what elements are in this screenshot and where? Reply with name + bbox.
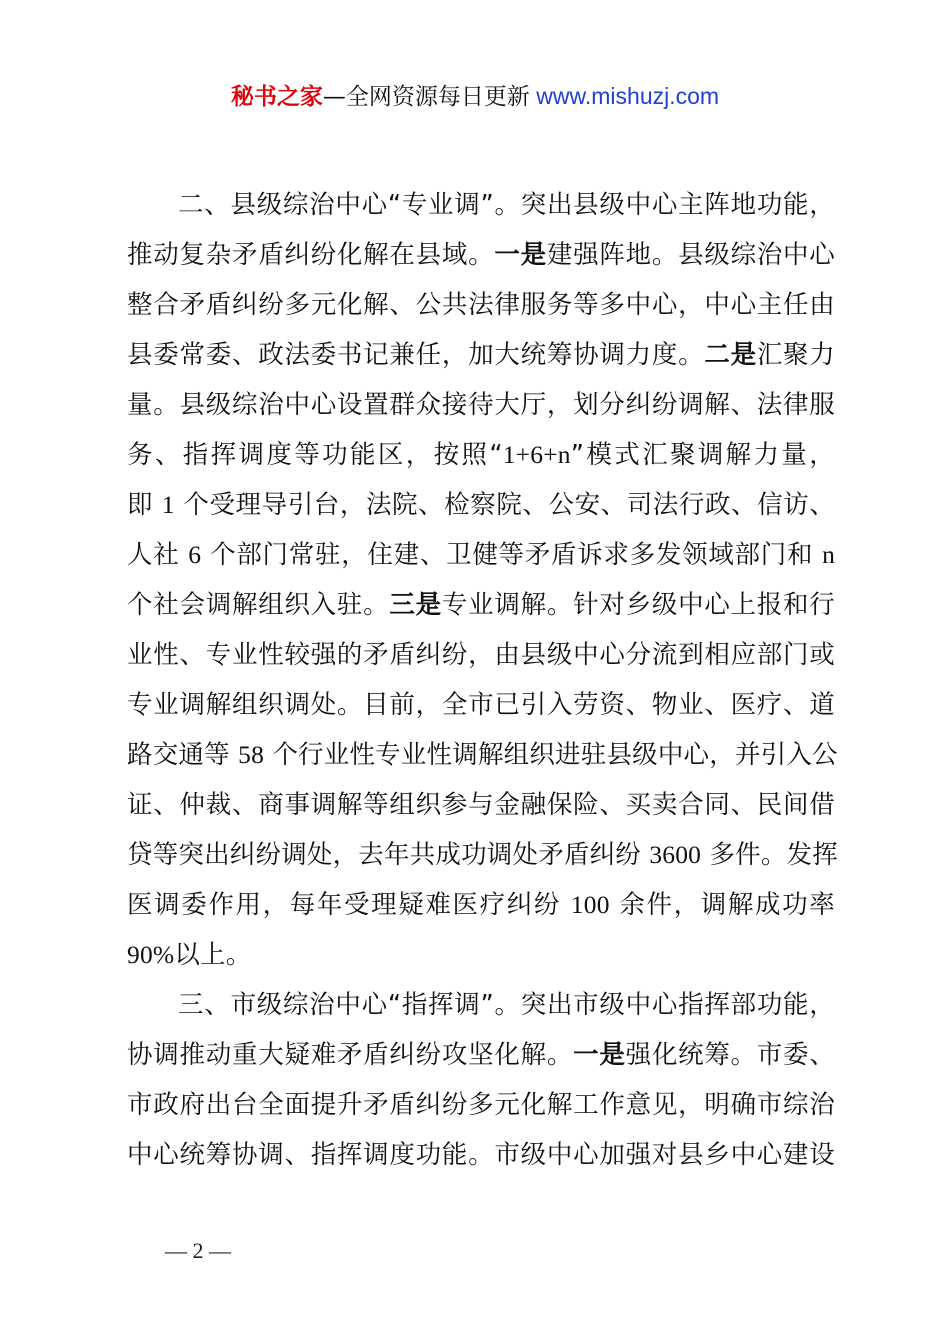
text-line: 三、市级综治中心“指挥调”。突出市级中心指挥部功能， xyxy=(178,990,835,1020)
site-url-link[interactable]: www.mishuzj.com xyxy=(529,83,720,109)
page-number: — 2 — xyxy=(165,1238,231,1263)
site-slogan: —全网资源每日更新 xyxy=(322,84,530,110)
text-line: 个社会调解组织入驻。三是专业调解。针对乡级中心上报和行 xyxy=(127,590,835,620)
paragraph-county-center xyxy=(127,180,838,980)
text-line: 协调推动重大疑难矛盾纠纷攻坚化解。一是强化统筹。市委、 xyxy=(127,1040,835,1070)
text-line: 贷等突出纠纷调处，去年共成功调处矛盾纠纷 3600 多件。发挥 xyxy=(127,840,838,870)
text-line: 县委常委、政法委书记兼任，加大统筹协调力度。二是汇聚力 xyxy=(127,340,835,370)
text-line: 务、指挥调度等功能区，按照“1+6+n”模式汇聚调解力量， xyxy=(127,440,835,470)
text-line: 中心统筹协调、指挥调度功能。市级中心加强对县乡中心建设 xyxy=(127,1140,835,1170)
text-line: 医调委作用，每年受理疑难医疗纠纷 100 余件，调解成功率 xyxy=(127,890,835,920)
text-line: 专业调解组织调处。目前，全市已引入劳资、物业、医疗、道 xyxy=(127,690,835,720)
text-line: 证、仲裁、商事调解等组织参与金融保险、买卖合同、民间借 xyxy=(127,790,835,820)
bold-keyword: 二是 xyxy=(704,340,757,370)
text-line: 量。县级综治中心设置群众接待大厅，划分纠纷调解、法律服 xyxy=(127,390,835,420)
bold-keyword: 三是 xyxy=(389,590,442,620)
site-header xyxy=(0,78,950,115)
text-line: 业性、专业性较强的矛盾纠纷，由县级中心分流到相应部门或 xyxy=(127,640,835,670)
text-line: 二、县级综治中心“专业调”。突出县级中心主阵地功能， xyxy=(178,190,835,220)
text-line: 路交通等 58 个行业性专业性调解组织进驻县级中心，并引入公 xyxy=(127,740,838,770)
text-line: 推动复杂矛盾纠纷化解在县域。一是建强阵地。县级综治中心 xyxy=(127,240,835,270)
text-line: 人社 6 个部门常驻，住建、卫健等矛盾诉求多发领域部门和 n xyxy=(127,540,836,570)
text-line: 整合矛盾纠纷多元化解、公共法律服务等多中心，中心主任由 xyxy=(127,290,835,320)
text-line: 90%以上。 xyxy=(127,940,252,970)
text-line: 市政府出台全面提升矛盾纠纷多元化解工作意见，明确市综治 xyxy=(127,1090,835,1120)
bold-keyword: 一是 xyxy=(494,240,547,270)
paragraph-city-center xyxy=(127,980,835,1180)
bold-keyword: 一是 xyxy=(573,1040,626,1070)
document-body xyxy=(127,180,838,1180)
text-line: 即 1 个受理导引台，法院、检察院、公安、司法行政、信访、 xyxy=(127,490,835,520)
site-brand: 秘书之家 xyxy=(230,84,323,110)
